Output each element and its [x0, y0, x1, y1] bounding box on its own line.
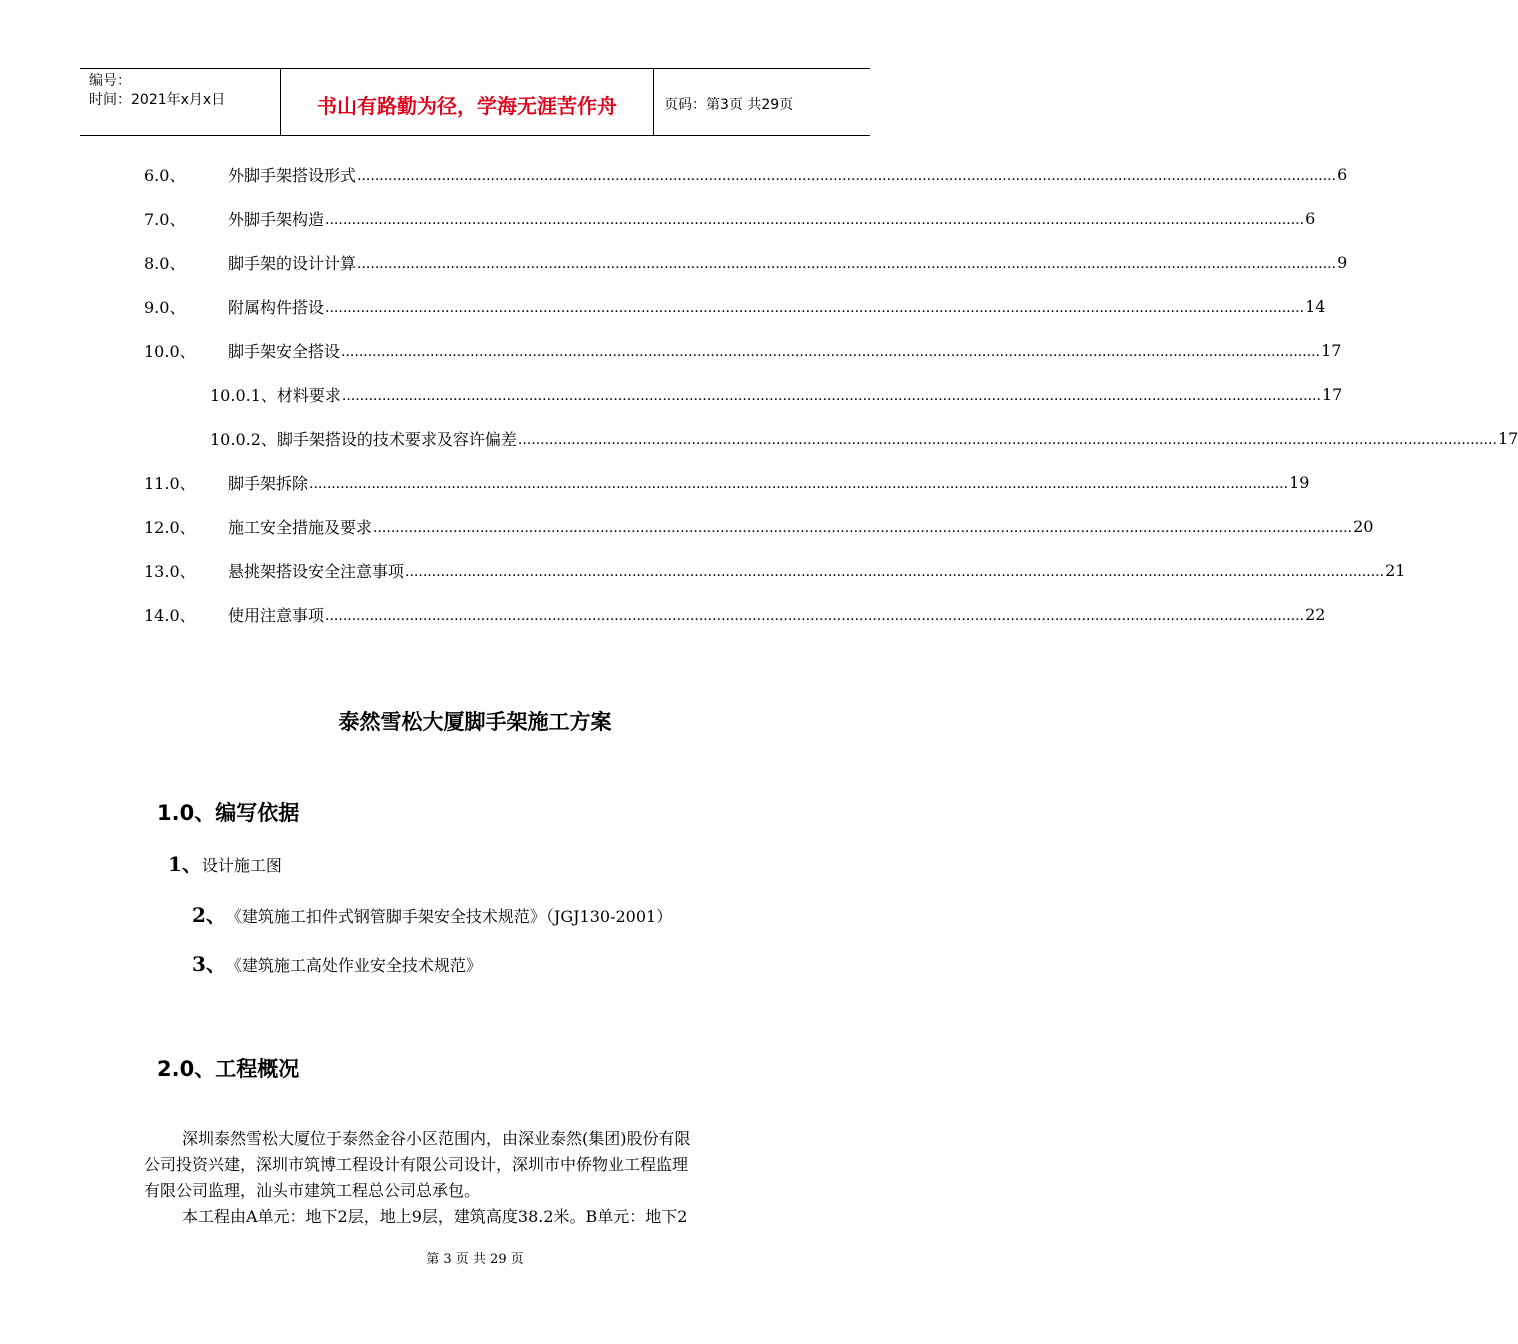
reference-item-1-number: 1、	[168, 852, 202, 876]
page-footer: 第 3 页 共 29 页	[426, 1252, 524, 1267]
overview-line-4: 本工程由A单元：地下2层，地上9层，建筑高度38.2米。B单元：地下2	[182, 1207, 688, 1226]
toc-entry[interactable]	[144, 504, 1374, 548]
toc-dot-leader: ............................................................................................................................................................................................................................	[325, 300, 1305, 316]
toc-entry-number: 6.0、	[144, 165, 186, 185]
reference-item-1	[168, 848, 282, 877]
toc-entry-title: 悬挑架搭设安全注意事项	[228, 561, 405, 581]
toc-entry-page: 21	[1385, 560, 1406, 580]
toc-entry-title: 外脚手架搭设形式	[228, 165, 357, 185]
reference-item-3-text: 《建筑施工高处作业安全技术规范》	[225, 956, 482, 975]
toc-dot-leader: ............................................................................................................................................................................................................................	[357, 256, 1337, 272]
overview-paragraph-1	[144, 1126, 808, 1230]
table-of-contents	[144, 152, 1518, 636]
toc-entry-number: 14.0、	[144, 605, 196, 625]
toc-dot-leader: ............................................................................................................................................................................................................................	[517, 432, 1497, 448]
toc-dot-leader: ............................................................................................................................................................................................................................	[325, 608, 1305, 624]
toc-entry-title: 使用注意事项	[228, 605, 325, 625]
toc-entry-page: 22	[1305, 604, 1326, 624]
toc-entry-number: 11.0、	[144, 473, 196, 493]
reference-item-3-number: 3、	[192, 952, 226, 976]
toc-dot-leader: ............................................................................................................................................................................................................................	[373, 520, 1353, 536]
toc-entry-page: 6	[1337, 164, 1348, 184]
toc-entry-page: 19	[1289, 472, 1310, 492]
toc-entry[interactable]	[144, 240, 1348, 284]
page-header	[80, 68, 870, 136]
toc-entry-number: 13.0、	[144, 561, 196, 581]
toc-entry-page: 6	[1305, 208, 1316, 228]
reference-item-3	[192, 948, 482, 977]
header-motto: 书山有路勤为径，学海无涯苦作舟	[281, 69, 654, 135]
reference-item-2	[192, 899, 672, 928]
toc-entry-number: 7.0、	[144, 209, 186, 229]
document-title: 泰然雪松大厦脚手架施工方案	[338, 710, 612, 734]
toc-entry-number: 12.0、	[144, 517, 196, 537]
toc-entry-number: 9.0、	[144, 297, 186, 317]
overview-line-3: 有限公司监理，汕头市建筑工程总公司总承包。	[144, 1181, 481, 1200]
toc-entry[interactable]	[144, 152, 1348, 196]
overview-line-2: 公司投资兴建，深圳市筑博工程设计有限公司设计，深圳市中侨物业工程监理	[144, 1155, 689, 1174]
header-time-label: 时间：2021年x月x日	[89, 92, 226, 108]
toc-entry-page: 20	[1353, 516, 1374, 536]
toc-entry-number: 8.0、	[144, 253, 186, 273]
header-page-info: 页码：第3页 共29页	[664, 97, 794, 113]
toc-entry-title: 10.0.1、材料要求	[210, 385, 341, 405]
toc-entry[interactable]	[144, 328, 1342, 372]
toc-entry-title: 施工安全措施及要求	[228, 517, 373, 537]
section-1-heading: 1.0、编写依据	[157, 801, 300, 825]
toc-entry-page: 9	[1337, 252, 1348, 272]
toc-entry[interactable]	[144, 416, 1518, 460]
toc-dot-leader: ............................................................................................................................................................................................................................	[357, 168, 1337, 184]
toc-entry-page: 17	[1321, 340, 1342, 360]
toc-entry[interactable]	[144, 548, 1406, 592]
toc-entry[interactable]	[144, 284, 1326, 328]
header-meta	[80, 69, 281, 135]
toc-entry-title: 脚手架的设计计算	[228, 253, 357, 273]
toc-dot-leader: ............................................................................................................................................................................................................................	[405, 564, 1385, 580]
reference-item-1-text: 设计施工图	[201, 856, 282, 875]
reference-item-2-text: 《建筑施工扣件式钢管脚手架安全技术规范》（JGJ130-2001）	[225, 907, 673, 926]
section-2-heading: 2.0、工程概况	[157, 1057, 300, 1081]
toc-entry[interactable]	[144, 196, 1316, 240]
toc-entry[interactable]	[144, 592, 1326, 636]
toc-entry-title: 10.0.2、脚手架搭设的技术要求及容许偏差	[210, 429, 517, 449]
toc-dot-leader: ............................................................................................................................................................................................................................	[309, 476, 1289, 492]
toc-entry-page: 17	[1321, 384, 1343, 404]
toc-entry-page: 17	[1497, 428, 1518, 448]
toc-entry-title: 脚手架拆除	[228, 473, 309, 493]
toc-dot-leader: ............................................................................................................................................................................................................................	[341, 344, 1321, 360]
toc-entry-title: 脚手架安全搭设	[228, 341, 341, 361]
toc-entry-title: 外脚手架构造	[228, 209, 325, 229]
reference-item-2-number: 2、	[192, 903, 226, 927]
toc-entry-number: 10.0、	[144, 341, 196, 361]
toc-entry[interactable]	[144, 372, 1343, 416]
toc-entry[interactable]	[144, 460, 1310, 504]
toc-entry-title: 附属构件搭设	[228, 297, 325, 317]
header-number-label: 编号：	[89, 73, 131, 89]
toc-entry-page: 14	[1305, 296, 1326, 316]
toc-dot-leader: ............................................................................................................................................................................................................................	[341, 388, 1321, 404]
toc-dot-leader: ............................................................................................................................................................................................................................	[325, 212, 1305, 228]
overview-line-1: 深圳泰然雪松大厦位于泰然金谷小区范围内，由深业泰然(集团)股份有限	[182, 1129, 691, 1148]
